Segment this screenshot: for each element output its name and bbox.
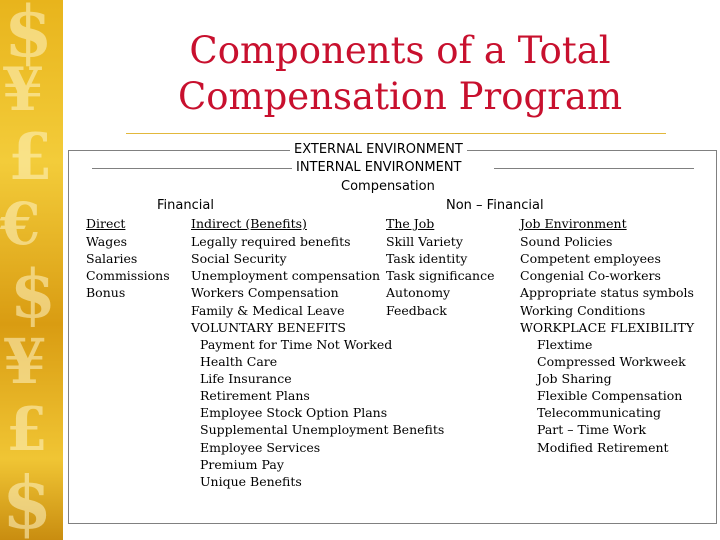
currency-glyph: $ [10, 255, 56, 333]
list-item: Autonomy [386, 285, 451, 300]
financial-label: Financial [157, 198, 214, 213]
list-item: Task identity [386, 251, 468, 266]
slide-title-line-2: Compensation Program [177, 75, 623, 118]
list-item: Workers Compensation [191, 285, 339, 300]
workplace-flexibility-heading: WORKPLACE FLEXIBILITY [520, 320, 695, 335]
list-item: Bonus [86, 285, 126, 300]
compensation-label: Compensation [341, 179, 435, 194]
currency-glyph: ¥ [2, 55, 44, 125]
list-item: Congenial Co-workers [520, 268, 661, 283]
non-financial-label: Non – Financial [446, 198, 544, 213]
list-item: Retirement Plans [200, 388, 310, 403]
list-item: Health Care [200, 354, 278, 369]
direct-header: Direct [86, 216, 126, 231]
list-item: Salaries [86, 251, 138, 266]
list-item: Employee Stock Option Plans [200, 405, 388, 420]
decorative-currency-band [0, 0, 63, 540]
list-item: Feedback [386, 303, 447, 318]
list-item: Job Sharing [537, 371, 612, 386]
internal-environment-line-right [494, 168, 694, 169]
slide-title-line-1: Components of a Total [189, 29, 611, 72]
list-item: Payment for Time Not Worked [200, 337, 393, 352]
slide-title [80, 28, 720, 120]
list-item: Telecommunicating [537, 405, 662, 420]
internal-environment-line-left [92, 168, 292, 169]
list-item: Social Security [191, 251, 287, 266]
job-environment-header: Job Environment [520, 216, 627, 231]
currency-glyph: € [0, 190, 41, 258]
list-item: Task significance [386, 268, 495, 283]
list-item: Unemployment compensation [191, 268, 381, 283]
list-item: Competent employees [520, 251, 661, 266]
list-item: Commissions [86, 268, 170, 283]
list-item: Flexible Compensation [537, 388, 683, 403]
list-item: Compressed Workweek [537, 354, 686, 369]
list-item: Wages [86, 234, 128, 249]
list-item: Life Insurance [200, 371, 292, 386]
list-item: Legally required benefits [191, 234, 351, 249]
list-item: Working Conditions [520, 303, 646, 318]
list-item: Employee Services [200, 440, 321, 455]
currency-glyph: ¥ [3, 325, 47, 398]
list-item: Appropriate status symbols [520, 285, 694, 300]
list-item: Supplemental Unemployment Benefits [200, 422, 445, 437]
list-item: Unique Benefits [200, 474, 302, 489]
currency-glyph: $ [4, 0, 53, 73]
list-item: Sound Policies [520, 234, 613, 249]
indirect-benefits-header: Indirect (Benefits) [191, 216, 307, 231]
currency-glyph: $ [2, 460, 53, 540]
the-job-header: The Job [386, 216, 435, 231]
list-item: Modified Retirement [537, 440, 669, 455]
list-item: Part – Time Work [537, 422, 647, 437]
title-divider [126, 133, 666, 134]
external-environment-label: EXTERNAL ENVIRONMENT [290, 142, 467, 158]
currency-glyph: £ [6, 395, 48, 465]
internal-environment-label: INTERNAL ENVIRONMENT [292, 160, 466, 176]
voluntary-benefits-heading: VOLUNTARY BENEFITS [191, 320, 346, 335]
list-item: Premium Pay [200, 457, 284, 472]
list-item: Skill Variety [386, 234, 463, 249]
list-item: Flextime [537, 337, 593, 352]
currency-glyph: £ [8, 120, 53, 195]
list-item: Family & Medical Leave [191, 303, 345, 318]
